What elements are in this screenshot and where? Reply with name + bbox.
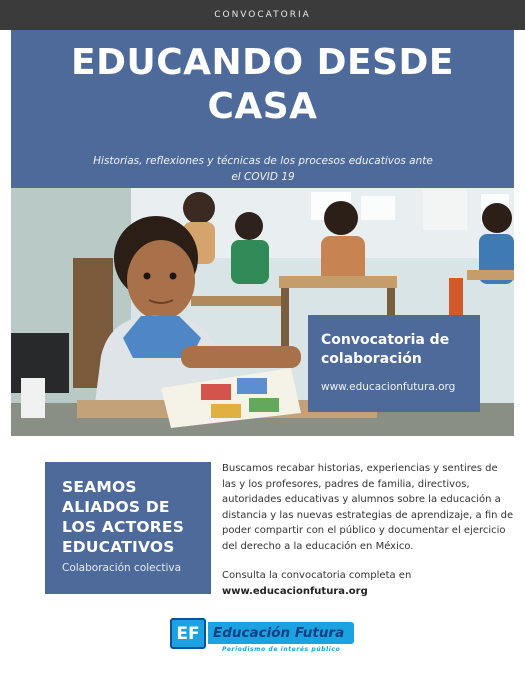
logo-wordmark: Educación Futura	[208, 622, 354, 644]
collaboration-callout	[308, 315, 480, 412]
call-description: Buscamos recabar historias, experiencias y sentires de las y los profesores, padres de familia, directivos, autoridades educativas y alumnos sobre la educación a distancia y las nuevas estrategias de aprendizaje, a fin de poder compartir con el público y documentar el ejercicio del derecho a la educación en México.	[222, 463, 514, 552]
educacion-futura-logo	[170, 618, 356, 666]
top-strip	[0, 0, 525, 30]
callout-title	[321, 331, 468, 369]
topbar-label: CONVOCATORIA	[214, 10, 311, 20]
callout-url: www.educacionfutura.org	[321, 381, 456, 393]
allies-title-line: SEAMOS	[62, 478, 137, 496]
title-line-1: EDUCANDO DESDE	[70, 42, 454, 83]
allies-title-line: EDUCATIVOS	[62, 538, 175, 556]
consult-block	[222, 568, 514, 599]
logo-tagline: Periodismo de interés público	[222, 646, 341, 653]
page-subtitle: Historias, reflexiones y técnicas de los procesos educativos ante el COVID 19	[93, 155, 433, 183]
allies-title-line: ALIADOS DE	[62, 498, 170, 516]
allies-subtitle: Colaboración colectiva	[62, 562, 182, 574]
consult-link[interactable]: www.educacionfutura.org	[222, 585, 368, 597]
allies-title-line: LOS ACTORES	[62, 518, 185, 536]
page-title	[11, 41, 514, 129]
callout-title-line-1: Convocatoria de	[321, 332, 450, 348]
logo-mark: EF	[170, 618, 206, 649]
callout-title-line-2: colaboración	[321, 351, 422, 367]
header-banner	[11, 30, 514, 188]
allies-box	[45, 462, 211, 594]
title-line-2: CASA	[207, 86, 318, 127]
consult-text: Consulta la convocatoria completa en	[222, 570, 412, 581]
allies-title	[62, 477, 211, 557]
